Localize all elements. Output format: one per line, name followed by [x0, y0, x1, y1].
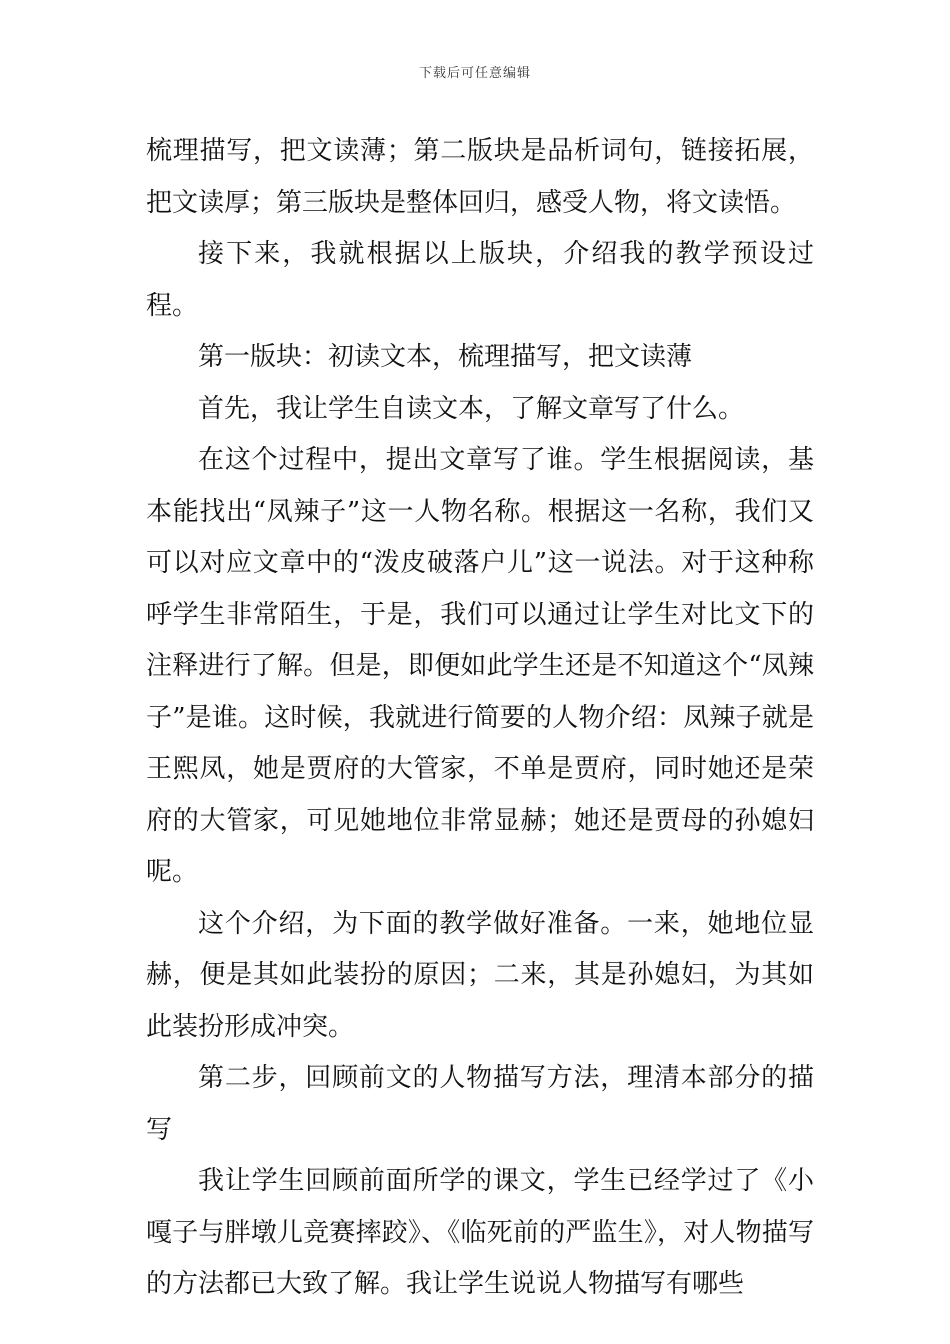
section-heading: 第一版块：初读文本，梳理描写，把文读薄 — [198, 342, 693, 372]
section-heading: 第二步，回顾前文的人物描写方法，理清本部分的描写 — [146, 1063, 814, 1145]
paragraph: 我让学生回顾前面所学的课文，学生已经学过了《小嘎子与胖墩儿竞赛摔跤》、《临死前的严监生》，对人物描写的方法都已大致了解。我让学生说说人物描写有哪些 — [146, 1166, 814, 1299]
paragraph: 首先，我让学生自读文本，了解文章写了什么。 — [198, 393, 745, 424]
paragraph: 在这个过程中，提出文章写了谁。学生根据阅读，基本能找出“凤辣子”这一人物名称。根据这一名称，我们又可以对应文章中的“泼皮破落户儿”这一说法。对于这种称呼学生非常陌生，于是，我们可以通过让学生对比文下的注释进行了解。但是，即便如此学生还是不知道这个“凤辣子”是谁。这时候，我就进行简要的人物介绍：凤辣子就是王熙凤，她是贾府的大管家，不单是贾府，同时她还是荣府的大管家，可见她地位非常显赫；她还是贾母的孙媳妇呢。 — [146, 445, 814, 887]
paragraph: 这个介绍，为下面的教学做好准备。一来，她地位显赫，便是其如此装扮的原因；二来，其是孙媳妇，为其如此装扮形成冲突。 — [146, 908, 814, 1042]
page-header: 下载后可任意编辑 — [418, 66, 531, 81]
paragraph: 梳理描写，把文读薄；第二版块是品析词句，链接拓展，把文读厚；第三版块是整体回归，感受人物，将文读悟。 — [146, 136, 814, 218]
paragraph: 接下来，我就根据以上版块，介绍我的教学预设过程。 — [146, 239, 814, 321]
document-body — [146, 126, 814, 1311]
